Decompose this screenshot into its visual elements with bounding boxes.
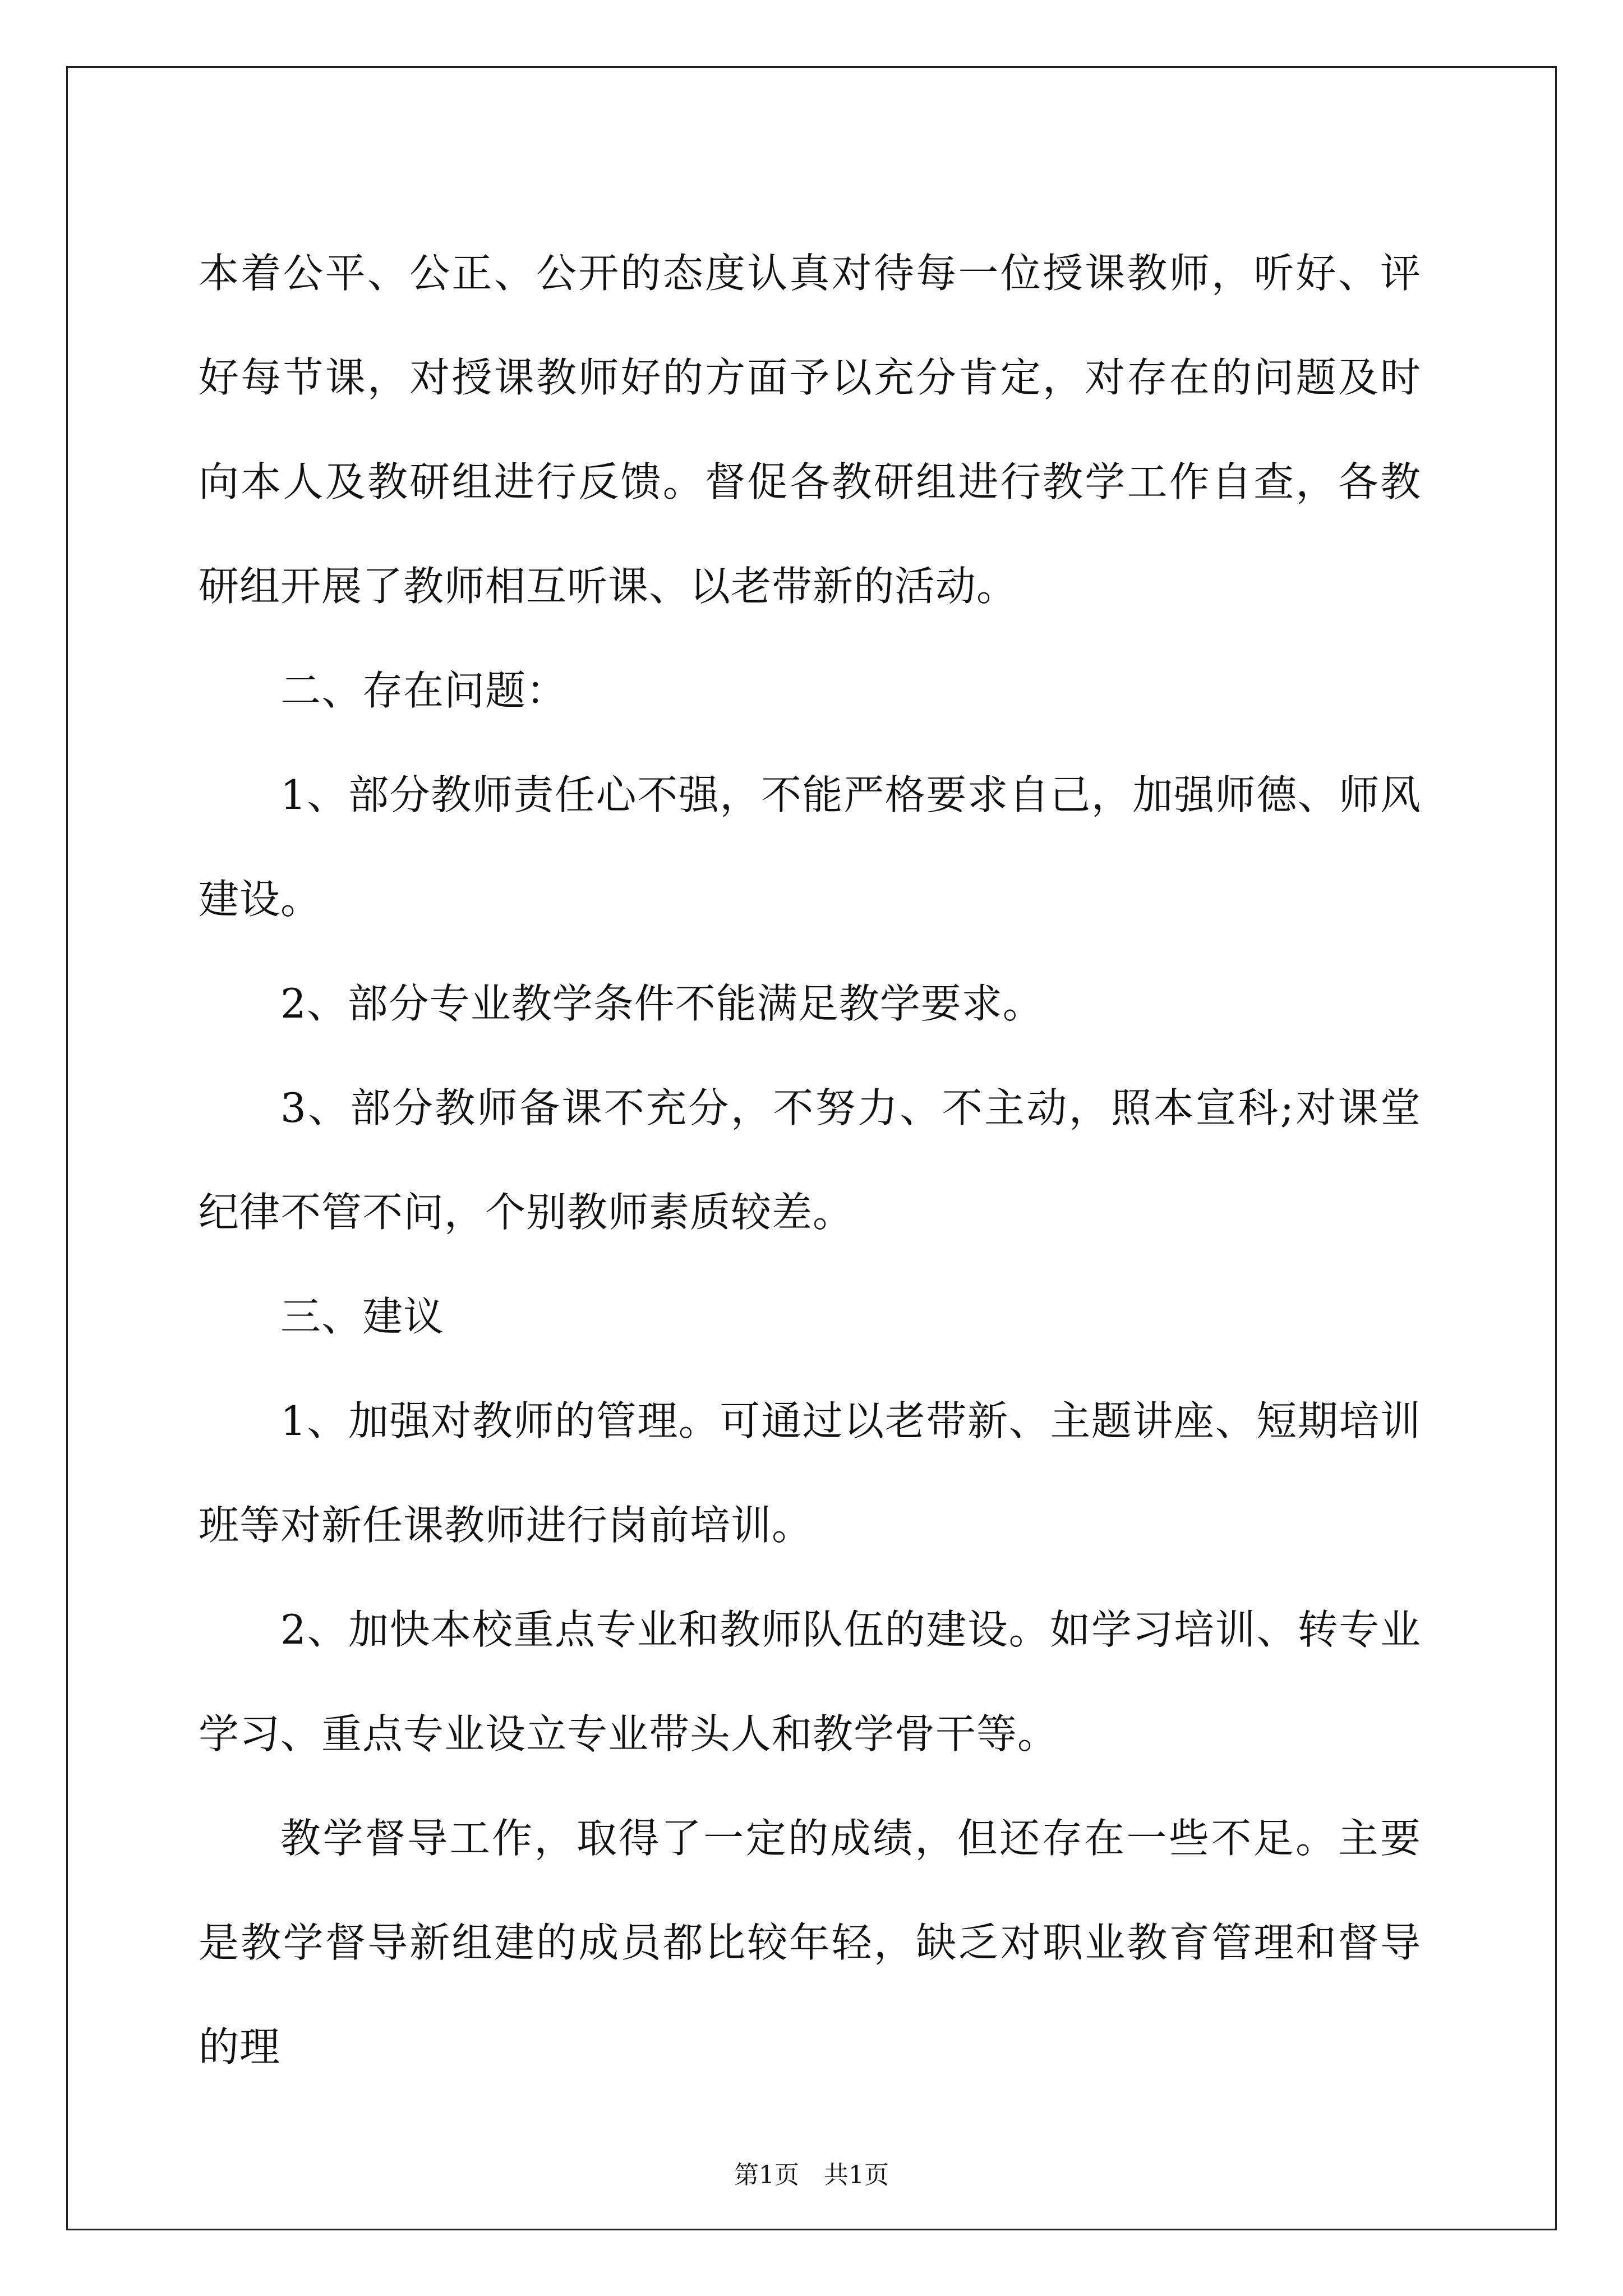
problem-item-1: 1、部分教师责任心不强，不能严格要求自己，加强师德、师风建设。	[199, 771, 1421, 923]
page-number-footer: 第1页 共1页	[734, 2161, 889, 2189]
section-heading-suggestions: 三、建议	[280, 1293, 445, 1340]
closing-paragraph: 教学督导工作，取得了一定的成绩，但还存在一些不足。主要是教学督导新组建的成员都比较年轻，缺乏对职业教育管理和督导的理	[199, 1815, 1421, 2070]
suggestion-item-1: 1、加强对教师的管理。可通过以老带新、主题讲座、短期培训班等对新任课教师进行岗前培训。	[199, 1397, 1421, 1549]
paragraph-1: 本着公平、公正、公开的态度认真对待每一位授课教师，听好、评好每节课，对授课教师好的方面予以充分肯定，对存在的问题及时向本人及教研组进行反馈。督促各教研组进行教学工作自查，各教研组开展了教师相互听课、以老带新的活动。	[199, 250, 1421, 610]
problem-item-2: 2、部分专业教学条件不能满足教学要求。	[280, 980, 1044, 1027]
problem-item-3: 3、部分教师备课不充分，不努力、不主动，照本宣科;对课堂纪律不管不问，个别教师素质较差。	[199, 1084, 1421, 1236]
section-heading-problems: 二、存在问题：	[280, 667, 568, 714]
document-body	[199, 221, 1421, 2099]
suggestion-item-2: 2、加快本校重点专业和教师队伍的建设。如学习培训、转专业学习、重点专业设立专业带头人和教学骨干等。	[199, 1606, 1421, 1757]
